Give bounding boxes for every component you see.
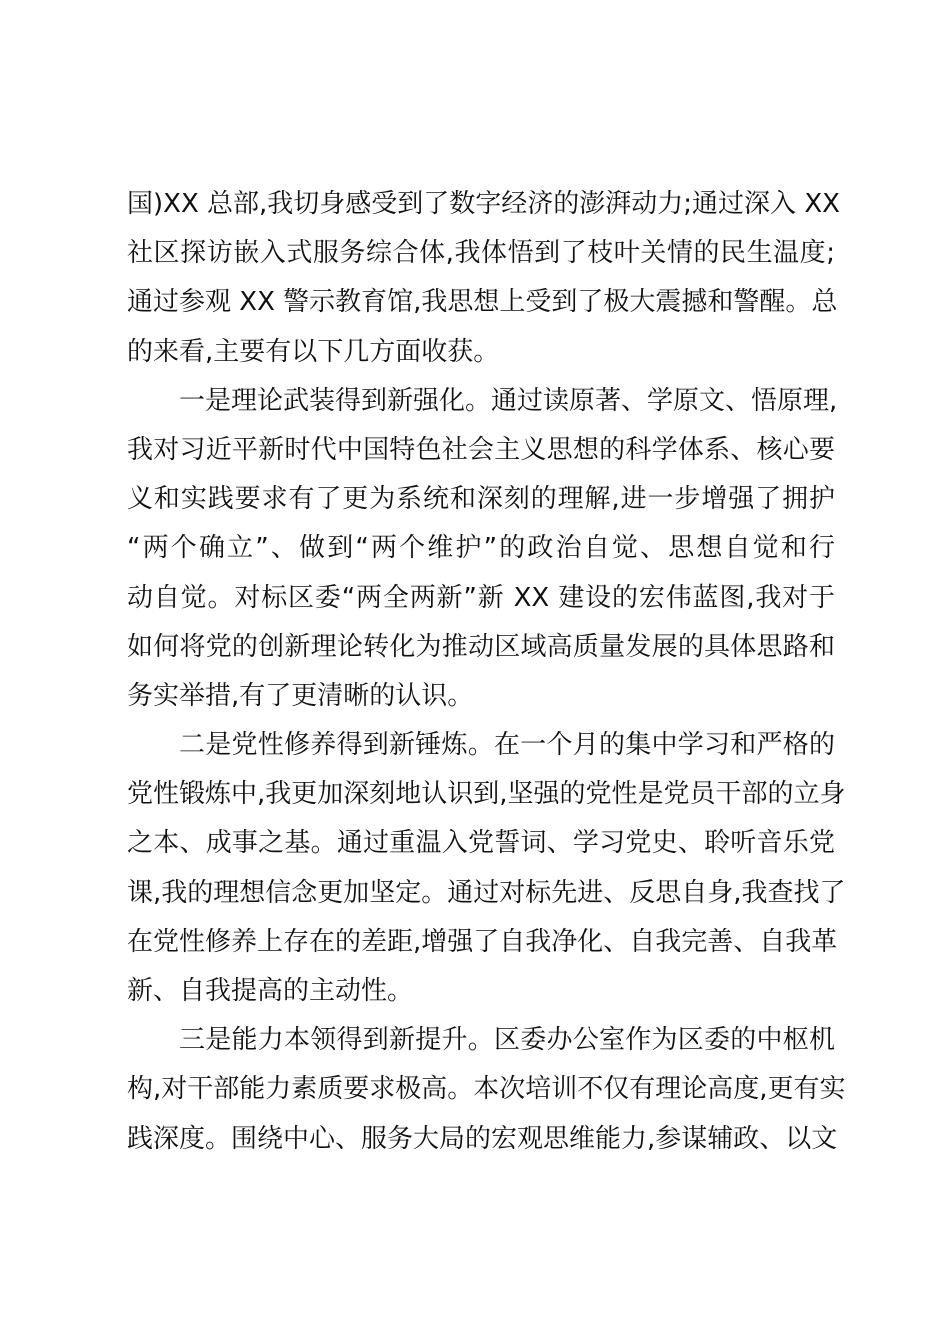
paragraph-line: 义和实践要求有了更为系统和深刻的理解,进一步增强了拥护 [127,484,835,515]
paragraph-line: 新、自我提高的主动性。 [127,976,414,1006]
paragraph-line: 三是能力本领得到新提升。区委办公室作为区委的中枢机 [179,1025,835,1056]
paragraph-line: 如何将党的创新理论转化为推动区域高质量发展的具体思路和 [127,631,835,662]
paragraph-line: 社区探访嵌入式服务综合体,我体悟到了枝叶关情的民生温度; [127,238,835,269]
paragraph-line: 党性锻炼中,我更加深刻地认识到,坚强的党性是党员干部的立身 [127,779,846,810]
paragraph-1 [127,180,840,377]
paragraph-line: 之本、成事之基。通过重温入党誓词、学习党史、聆听音乐党 [127,828,835,859]
paragraph-line: 国)XX 总部,我切身感受到了数字经济的澎湃动力;通过深入 XX [127,189,840,219]
paragraph-line: 构,对干部能力素质要求极高。本次培训不仅有理论高度,更有实 [127,1074,846,1105]
paragraph-line: 二是党性修养得到新锤炼。在一个月的集中学习和严格的 [179,730,835,761]
paragraph-line: 我对习近平新时代中国特色社会主义思想的科学体系、核心要 [127,434,835,465]
paragraph-4 [127,1016,846,1164]
paragraph-line: 课,我的理想信念更加坚定。通过对标先进、反思自身,我查找了 [127,877,846,908]
paragraph-2 [127,377,838,721]
document-body [127,180,846,1164]
paragraph-line: “两个确立”、做到“两个维护”的政治自觉、思想自觉和行 [127,533,835,564]
paragraph-line: 一是理论武装得到新强化。通过读原著、学原文、悟原理, [179,385,838,416]
paragraph-3 [127,721,846,1016]
paragraph-line: 在党性修养上存在的差距,增强了自我净化、自我完善、自我革 [127,926,838,957]
paragraph-line: 的来看,主要有以下几方面收获。 [127,336,500,367]
paragraph-line: 通过参观 XX 警示教育馆,我思想上受到了极大震撼和警醒。总 [127,287,838,318]
paragraph-line: 动自觉。对标区委“两全两新”新 XX 建设的宏伟蓝图,我对于 [127,582,835,613]
paragraph-line: 践深度。围绕中心、服务大局的宏观思维能力,参谋辅政、以文 [127,1123,838,1154]
paragraph-line: 务实举措,有了更清晰的认识。 [127,680,474,711]
